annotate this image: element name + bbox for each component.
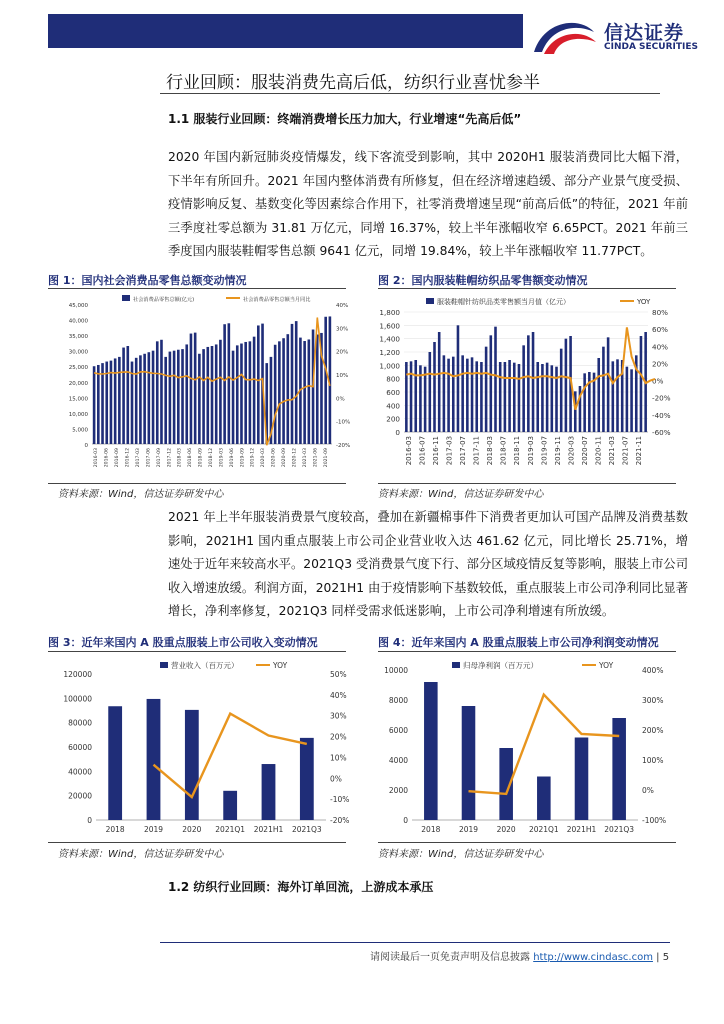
bar	[555, 367, 558, 432]
x-tick-label: 2018-06	[188, 447, 194, 468]
y-tick-label: 120000	[63, 670, 92, 679]
figure-2-title: 图 2：国内服装鞋帽纺织品零售额变动情况	[378, 274, 588, 287]
page-number: 5	[662, 952, 670, 963]
bar	[282, 338, 285, 444]
x-tick-label: 2017-11	[472, 436, 481, 466]
bar	[152, 351, 155, 444]
bar	[438, 332, 441, 432]
x-tick-label: 2019-09	[240, 447, 246, 468]
y2-tick-label: 40%	[330, 690, 347, 700]
y2-tick-label: 0%	[336, 396, 345, 403]
bar	[527, 335, 530, 432]
bar	[485, 347, 488, 432]
x-tick-label: 2021-03	[302, 447, 308, 468]
legend-label: YOY	[273, 661, 288, 670]
bar	[546, 363, 549, 432]
bar	[114, 358, 117, 444]
x-tick-label: 2020-06	[271, 447, 277, 468]
footer	[370, 948, 669, 963]
bar	[253, 337, 256, 444]
bar	[504, 362, 507, 432]
y-tick-label: 6000	[388, 726, 408, 735]
x-tick-label: 2019-12	[250, 447, 256, 468]
bar	[223, 791, 237, 820]
figure-source: 资料来源：Wind，信达证券研发中心	[378, 489, 544, 500]
paragraph: 2020 年国内新冠肺炎疫情爆发，线下客流受到影响，其中 2020H1 服装消费同比大幅下滑，下半年有所回升。2021 年国内整体消费有所修复，但在经济增速趋缓、部分产业景气度受损、疫情影响反复、基数变化等因素综合作用下，社零消费增速呈现“前高后低”的特征，2021 年前三季度社零总额为 31.81 万亿元，同增 16.37%，较上半年涨幅收窄 6.65PCT。2021 年前三季度国内服装鞋帽零售总额 9641 亿元，同增 19.84%，较上半年涨幅收窄 11.77PCT。	[168, 150, 688, 258]
bar	[494, 327, 497, 432]
figure-rule	[378, 651, 676, 652]
bar	[101, 363, 104, 444]
y2-tick-label: 400%	[642, 666, 664, 675]
cinda-logo-icon	[528, 12, 600, 60]
y2-tick-label: -20%	[336, 443, 351, 449]
figure-source: 资料来源：Wind，信达证券研发中心	[378, 849, 544, 860]
yoy-line	[154, 714, 307, 798]
y2-tick-label: 20%	[336, 349, 349, 356]
bar	[169, 352, 172, 444]
bar	[173, 351, 176, 444]
x-tick-label: 2021-11	[635, 435, 644, 466]
legend-label: 社会消费品零售总额(亿元)	[133, 297, 195, 303]
x-tick-label: 2019-07	[540, 435, 549, 466]
bar	[156, 341, 159, 444]
bar	[147, 699, 161, 820]
bar	[303, 341, 306, 444]
footer-link[interactable]: http://www.cindasc.com	[533, 952, 653, 963]
x-tick-label: 2020-03	[567, 435, 576, 466]
subsection-heading: 1.1 服装行业回顾：终端消费增长压力加大，行业增速“先高后低”	[168, 112, 522, 126]
paragraph: 2021 年上半年服装消费景气度较高，叠加在新疆棉事件下消费者更加认可国产品牌及消费基数影响，2021H1 国内重点服装上市公司企业营业收入达 461.62 亿元，同比增长 25.71%，增速处于近年来较高水平。2021Q3 受消费景气度下行、部分区域疫情反复等影响，服装上市公司收入增速放缓。利润方面，2021H1 由于疫情影响下基数较低，重点服装上市公司净利同比显著增长，净利率修复，2021Q3 同样受需求低迷影响，上市公司净利增速有所放缓。	[168, 510, 688, 618]
x-tick-label: 2021Q1	[528, 825, 559, 834]
y-tick-label: 1,200	[379, 348, 400, 357]
x-tick-label: 2021H1	[566, 825, 597, 834]
bar	[447, 359, 450, 432]
x-tick-label: 2021Q3	[604, 825, 635, 834]
x-tick-label: 2019-11	[553, 436, 562, 466]
y2-tick-label: 200%	[642, 726, 664, 735]
bar	[215, 344, 218, 444]
y2-tick-label: 30%	[330, 711, 347, 721]
bar	[457, 325, 460, 432]
bar	[443, 355, 446, 432]
y2-tick-label: 20%	[652, 359, 668, 369]
y-tick-label: 1,800	[379, 308, 400, 317]
y2-tick-label: -40%	[652, 410, 671, 420]
y2-tick-label: -100%	[642, 816, 667, 825]
bar	[583, 373, 586, 432]
y2-tick-label: 40%	[652, 342, 668, 352]
figure-rule	[48, 288, 346, 289]
x-tick-label: 2019-03	[219, 447, 225, 468]
figure-3-title: 图 3：近年来国内 A 股重点服装上市公司收入变动情况	[48, 636, 318, 649]
figure-rule	[378, 483, 676, 484]
x-tick-label: 2018	[105, 825, 125, 834]
bar	[97, 365, 100, 444]
footer-rule	[160, 942, 670, 943]
y2-tick-label: 50%	[330, 670, 347, 679]
bar	[181, 349, 184, 444]
legend-label: YOY	[599, 661, 614, 670]
legend-swatch-bar	[452, 662, 460, 668]
figure-rule	[48, 651, 346, 652]
bar	[462, 706, 476, 820]
y-tick-label: 30,000	[68, 349, 88, 356]
bar	[429, 352, 432, 432]
bar	[244, 342, 247, 444]
bar	[452, 357, 455, 432]
bar	[202, 349, 205, 444]
y-tick-label: 5,000	[72, 427, 88, 434]
x-tick-label: 2021H1	[253, 825, 284, 834]
bar	[541, 364, 544, 432]
y2-tick-label: -10%	[330, 795, 350, 805]
y2-tick-label: -20%	[330, 816, 350, 825]
bar	[249, 341, 252, 444]
y2-tick-label: 40%	[336, 303, 349, 309]
legend-swatch-bar	[426, 298, 434, 304]
bar	[194, 333, 197, 444]
x-tick-label: 2016-03	[404, 436, 413, 466]
x-tick-label: 2018-12	[209, 448, 214, 468]
y2-tick-label: 20%	[330, 732, 347, 742]
x-tick-label: 2020-07	[581, 436, 589, 466]
y-tick-label: 100000	[63, 694, 92, 704]
y2-tick-label: 300%	[642, 696, 664, 705]
bar	[135, 358, 138, 444]
legend-label: YOY	[637, 298, 651, 306]
x-tick-label: 2019	[143, 825, 164, 834]
y2-tick-label: -10%	[336, 419, 351, 426]
bar	[308, 339, 311, 444]
x-tick-label: 2018-07	[499, 436, 508, 466]
bar	[597, 358, 600, 432]
bar	[602, 347, 605, 432]
y2-tick-label: -20%	[652, 393, 671, 403]
x-tick-label: 2021-03	[608, 435, 617, 466]
bar	[630, 369, 633, 432]
x-tick-label: 2018-09	[198, 448, 204, 468]
bar	[232, 351, 235, 444]
bar	[551, 365, 554, 432]
bar	[414, 360, 417, 432]
y-tick-label: 60000	[68, 743, 92, 752]
bar	[565, 339, 568, 432]
x-tick-label: 2019-03	[526, 436, 535, 466]
x-tick-label: 2020-12	[292, 448, 298, 468]
x-tick-label: 2018-03	[486, 435, 495, 466]
x-tick-label: 2017-12	[167, 448, 173, 468]
x-tick-label: 2017-03	[445, 435, 454, 466]
legend-label: 服装鞋帽针纺织品类零售额当月值（亿元）	[437, 298, 570, 306]
y-tick-label: 1,400	[379, 334, 400, 344]
chart-net-profit	[368, 654, 678, 840]
bar	[93, 366, 96, 444]
footer-disclaimer: 请阅读最后一页免责声明及信息披露	[370, 952, 534, 963]
x-tick-label: 2021-06	[313, 447, 319, 468]
legend-label: 社会消费品零售总额当月同比	[243, 297, 311, 303]
bar	[143, 354, 146, 444]
bar	[424, 367, 427, 432]
bar	[122, 348, 125, 444]
y-tick-label: 0	[395, 428, 400, 437]
bar	[286, 334, 289, 444]
legend-swatch-bar	[122, 295, 130, 301]
bar	[433, 342, 436, 432]
bar	[513, 363, 516, 432]
bar	[223, 324, 226, 444]
bar	[612, 718, 626, 820]
x-tick-label: 2020	[182, 825, 202, 834]
y2-tick-label: 10%	[330, 753, 347, 763]
chart-revenue	[48, 654, 358, 840]
bar	[291, 324, 294, 444]
y2-tick-label: 0%	[330, 774, 342, 784]
bar	[160, 340, 163, 444]
bar	[560, 349, 563, 432]
bar	[424, 682, 438, 820]
figure-rule	[48, 483, 346, 484]
y-tick-label: 45,000	[68, 303, 88, 309]
y-tick-label: 1,600	[379, 321, 400, 331]
x-tick-label: 2016-12	[125, 447, 131, 468]
y2-tick-label: 80%	[652, 308, 668, 317]
bar	[198, 354, 201, 444]
bar	[490, 335, 493, 432]
bar	[324, 317, 327, 444]
x-tick-label: 2016-09	[115, 448, 121, 468]
x-tick-label: 2017-06	[146, 448, 152, 468]
header-band	[48, 14, 523, 48]
bar	[228, 323, 231, 444]
chart-retail-sales	[48, 292, 358, 482]
y-tick-label: 800	[386, 374, 400, 384]
y-tick-label: 35,000	[68, 334, 88, 341]
y-tick-label: 15,000	[68, 396, 88, 403]
bar	[257, 325, 260, 444]
bar	[139, 355, 142, 444]
x-tick-label: 2021Q3	[291, 825, 322, 834]
bar	[461, 355, 464, 432]
subsection-heading: 1.2 纺织行业回顾：海外订单回流，上游成本承压	[168, 880, 434, 894]
bar	[616, 359, 619, 432]
y-tick-label: 4000	[388, 756, 408, 765]
figure-source: 资料来源：Wind，信达证券研发中心	[58, 489, 224, 500]
y2-tick-label: 0%	[642, 786, 654, 795]
bar	[405, 362, 408, 432]
bar	[262, 764, 276, 820]
y-tick-label: 25,000	[68, 365, 88, 372]
bar	[185, 710, 199, 820]
bar	[118, 357, 121, 444]
x-tick-label: 2021-09	[323, 448, 329, 468]
bar	[508, 360, 511, 432]
x-tick-label: 2018-11	[513, 435, 522, 466]
y2-tick-label: -60%	[652, 428, 671, 437]
x-tick-label: 2017-09	[156, 447, 162, 468]
bar	[410, 361, 413, 432]
bar	[219, 340, 222, 444]
x-tick-label: 2016-03	[94, 447, 100, 468]
bar	[240, 344, 243, 444]
y2-tick-label: 0%	[652, 376, 664, 386]
x-tick-label: 2020-09	[282, 447, 287, 468]
x-tick-label: 2021Q1	[215, 825, 246, 834]
bar	[278, 341, 281, 444]
bar	[518, 364, 521, 432]
bar	[316, 334, 319, 444]
y-tick-label: 20,000	[68, 380, 88, 387]
page-number-sep: |	[652, 952, 663, 963]
x-tick-label: 2019	[458, 825, 479, 834]
bar	[126, 346, 129, 444]
bar	[607, 337, 610, 432]
legend-swatch-bar	[160, 662, 168, 668]
bar	[640, 336, 643, 432]
x-tick-label: 2016-06	[104, 448, 110, 468]
bar	[466, 359, 469, 432]
bar	[177, 350, 180, 444]
bar	[148, 352, 151, 444]
y-tick-label: 1,000	[379, 361, 400, 371]
y-tick-label: 200	[386, 414, 400, 424]
y-tick-label: 10,000	[68, 411, 88, 418]
legend-label: 归母净利润（百万元）	[463, 661, 538, 670]
bar	[206, 347, 209, 444]
y-tick-label: 8000	[388, 696, 408, 705]
section-title: 行业回顾：服装消费先高后低，纺织行业喜忧参半	[166, 73, 540, 93]
y2-tick-label: 10%	[336, 373, 349, 379]
x-tick-label: 2016-11	[431, 436, 440, 466]
bar	[300, 738, 314, 820]
bar	[211, 346, 214, 444]
bar	[185, 344, 188, 444]
y2-tick-label: 60%	[652, 325, 668, 335]
bar	[471, 357, 474, 432]
y-tick-label: 0	[84, 443, 88, 449]
x-tick-label: 2018-03	[177, 448, 183, 468]
legend-label: 营业收入（百万元）	[171, 661, 239, 670]
figure-rule	[378, 842, 676, 843]
bar	[236, 345, 239, 444]
y-tick-label: 0	[87, 816, 92, 825]
figure-source: 资料来源：Wind，信达证券研发中心	[58, 849, 224, 860]
bar	[575, 738, 589, 821]
bar	[532, 332, 535, 432]
brand-name: 信达证券	[604, 22, 685, 44]
y-tick-label: 0	[403, 816, 408, 825]
bar	[480, 362, 483, 432]
figure-rule	[48, 842, 346, 843]
figure-rule	[378, 288, 676, 289]
x-tick-label: 2020	[496, 825, 516, 834]
y2-tick-label: 30%	[336, 326, 349, 333]
bar	[108, 706, 122, 820]
x-tick-label: 2021-07	[621, 436, 630, 466]
y2-tick-label: 100%	[642, 756, 664, 765]
figure-4-title: 图 4：近年来国内 A 股重点服装上市公司净利润变动情况	[378, 636, 659, 649]
x-tick-label: 2017-03	[136, 448, 141, 468]
x-tick-label: 2019-06	[229, 448, 235, 468]
bar	[537, 777, 551, 821]
y-tick-label: 600	[386, 388, 400, 397]
bar	[190, 334, 193, 444]
chart-apparel-retail	[368, 292, 678, 482]
brand-name-en: CINDA SECURITIES	[604, 42, 698, 52]
bar	[612, 361, 615, 432]
y-tick-label: 20000	[68, 791, 92, 801]
bar	[164, 357, 167, 444]
x-tick-label: 2020-11	[594, 436, 603, 466]
x-tick-label: 2017-07	[459, 436, 467, 466]
x-tick-label: 2020-03	[261, 448, 267, 468]
bar	[274, 345, 277, 444]
x-tick-label: 2016-07	[418, 435, 427, 466]
bar	[499, 362, 502, 432]
y-tick-label: 80000	[68, 718, 92, 728]
bar	[522, 345, 525, 432]
y-tick-label: 10000	[384, 666, 408, 675]
bar	[295, 321, 298, 444]
y-tick-label: 40,000	[68, 318, 88, 325]
bar	[536, 362, 539, 432]
y-tick-label: 2000	[388, 786, 408, 795]
x-tick-label: 2018	[421, 825, 441, 834]
y-tick-label: 40000	[68, 767, 92, 777]
y-tick-label: 400	[386, 401, 400, 411]
bar	[626, 367, 629, 432]
figure-1-title: 图 1：国内社会消费品零售总额变动情况	[48, 274, 247, 287]
title-rule	[160, 93, 660, 94]
